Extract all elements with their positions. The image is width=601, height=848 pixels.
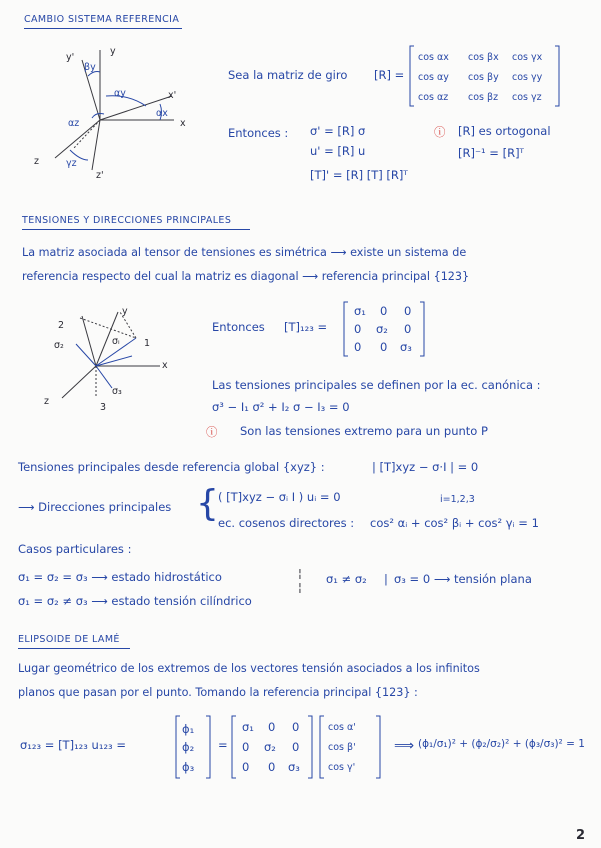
canonical-text: Las tensiones principales se definen por la ec. canónica : [212, 378, 541, 392]
matrix-cell: σ₁ [354, 304, 366, 318]
label-axis-x: x [162, 360, 168, 371]
matrix-cell: 0 [268, 760, 276, 774]
direcciones-eq2-label: ec. cosenos directores : [218, 516, 355, 530]
matrix-cell: 0 [380, 340, 388, 354]
matrix-cell: cos βx [468, 52, 499, 63]
label-sigma-i: σᵢ [112, 336, 120, 347]
matrix-cell: 0 [268, 720, 276, 734]
label-x-prime: x' [168, 90, 177, 101]
warning-icon: ⓘ [434, 125, 446, 139]
entonces-label-2: Entonces [212, 320, 265, 334]
matrix-cell: 0 [292, 740, 300, 754]
eq-t-prime: [T]' = [R] [T] [R]ᵀ [310, 168, 408, 182]
label-y-prime: y' [66, 52, 75, 63]
matrix-cell: 0 [242, 760, 250, 774]
matrix-cell: 0 [380, 304, 388, 318]
label-axis-z: z [44, 396, 49, 407]
label-x: x [180, 118, 186, 129]
phi-cell: ϕ₂ [182, 740, 195, 754]
label-alpha-y: αy [114, 88, 126, 99]
section3-title: ELIPSOIDE DE LAMÉ [18, 634, 120, 645]
cos-cell: cos γ' [328, 762, 356, 773]
matrix-cell: 0 [292, 720, 300, 734]
matrix-cell: cos βz [468, 92, 499, 103]
matrix-cell: cos γx [512, 52, 543, 63]
label-axis-3: 3 [100, 402, 107, 413]
sec3-line2: planos que pasan por el punto. Tomando la referencia principal {123} : [18, 686, 418, 699]
divider-bar: | [384, 572, 388, 586]
page-number: 2 [576, 828, 586, 843]
matrix-cell: 0 [354, 322, 362, 336]
matrix-cell: 0 [404, 322, 412, 336]
direcciones-eq1-index: i=1,2,3 [440, 494, 475, 505]
matrix-cell: cos γy [512, 72, 543, 83]
lame-result: (ϕ₁/σ₁)² + (ϕ₂/σ₂)² + (ϕ₃/σ₃)² = 1 [418, 738, 585, 750]
matrix-cell: cos αx [418, 52, 449, 63]
label-alpha-z: αz [68, 118, 80, 129]
matrix-cell: σ₃ [400, 340, 412, 354]
direcciones-eq2: cos² αᵢ + cos² βᵢ + cos² γᵢ = 1 [370, 516, 539, 530]
implies-arrow: ⟹ [394, 738, 415, 754]
matrix-cell: cos αy [418, 72, 449, 83]
rotation-matrix-symbol: [R] = [374, 68, 405, 82]
phi-cell: ϕ₃ [182, 760, 195, 774]
eq-sigma-prime: σ' = [R] σ [310, 124, 366, 138]
matrix-cell: 0 [404, 304, 412, 318]
label-z: z [34, 156, 39, 167]
label-sigma2: σ₂ [54, 340, 64, 351]
equals-sign: = [218, 738, 228, 752]
casos-label: Casos particulares : [18, 542, 132, 556]
warning-icon: ⓘ [206, 425, 218, 439]
brace-icon: { [196, 483, 219, 524]
lame-lhs: σ₁₂₃ = [T]₁₂₃ u₁₂₃ = [20, 738, 126, 752]
cos-cell: cos α' [328, 722, 356, 733]
label-sigma3: σ₃ [112, 386, 122, 397]
label-axis-1: 1 [144, 338, 151, 349]
orthogonal-note: [R] es ortogonal [458, 124, 551, 138]
matrix-cell: 0 [242, 740, 250, 754]
label-alpha-x: αx [156, 108, 168, 119]
direcciones-label: ⟶ Direcciones principales [18, 500, 172, 514]
rotation-matrix-intro: Sea la matriz de giro [228, 68, 348, 82]
caso-plana-b: σ₃ = 0 ⟶ tensión plana [394, 572, 532, 586]
eq-u-prime: u' = [R] u [310, 144, 366, 158]
section1-title: CAMBIO SISTEMA REFERENCIA [24, 14, 180, 25]
sec3-line1: Lugar geométrico de los extremos de los vectores tensión asociados a los infinitos [18, 662, 480, 675]
matrix-cell: σ₂ [264, 740, 276, 754]
matrix-cell: 0 [354, 340, 362, 354]
matrix-cell: cos γz [512, 92, 542, 103]
cos-cell: cos β' [328, 742, 356, 753]
label-z-prime: z' [96, 170, 104, 181]
sec2-line1: La matriz asociada al tensor de tensiones es simétrica ⟶ existe un sistema de [22, 246, 467, 259]
phi-cell: ϕ₁ [182, 722, 195, 736]
entonces-label: Entonces : [228, 126, 289, 140]
label-y: y [110, 46, 116, 57]
caso-cilindrico: σ₁ = σ₂ ≠ σ₃ ⟶ estado tensión cilíndrico [18, 594, 252, 608]
t123-symbol: [T]₁₂₃ = [284, 320, 328, 334]
caso-hidrostatico: σ₁ = σ₂ = σ₃ ⟶ estado hidrostático [18, 570, 222, 584]
canonical-equation: σ³ − I₁ σ² + I₂ σ − I₃ = 0 [212, 400, 350, 414]
sec2-line2: referencia respecto del cual la matriz es diagonal ⟶ referencia principal {123} [22, 270, 470, 283]
matrix-cell: σ₁ [242, 720, 254, 734]
section2-title: TENSIONES Y DIRECCIONES PRINCIPALES [22, 215, 232, 226]
matrix-cell: cos αz [418, 92, 449, 103]
matrix-cell: cos βy [468, 72, 499, 83]
caso-plana-a: σ₁ ≠ σ₂ [326, 572, 367, 586]
global-equation: | [T]xyz − σ·I | = 0 [372, 460, 479, 474]
extremo-note: Son las tensiones extremo para un punto P [240, 424, 488, 438]
divider-icon: ¦ ¦ [298, 566, 302, 594]
inverse-note: [R]⁻¹ = [R]ᵀ [458, 146, 524, 160]
matrix-cell: σ₃ [288, 760, 300, 774]
matrix-cell: σ₂ [376, 322, 388, 336]
global-text: Tensiones principales desde referencia global {xyz} : [18, 460, 325, 474]
label-beta-y: βy [84, 62, 96, 73]
direcciones-eq1: ( [T]xyz − σᵢ I ) uᵢ = 0 [218, 490, 341, 504]
label-axis-2: 2 [58, 320, 65, 331]
label-gamma-z: γz [66, 158, 77, 169]
label-axis-y: y [122, 306, 128, 317]
